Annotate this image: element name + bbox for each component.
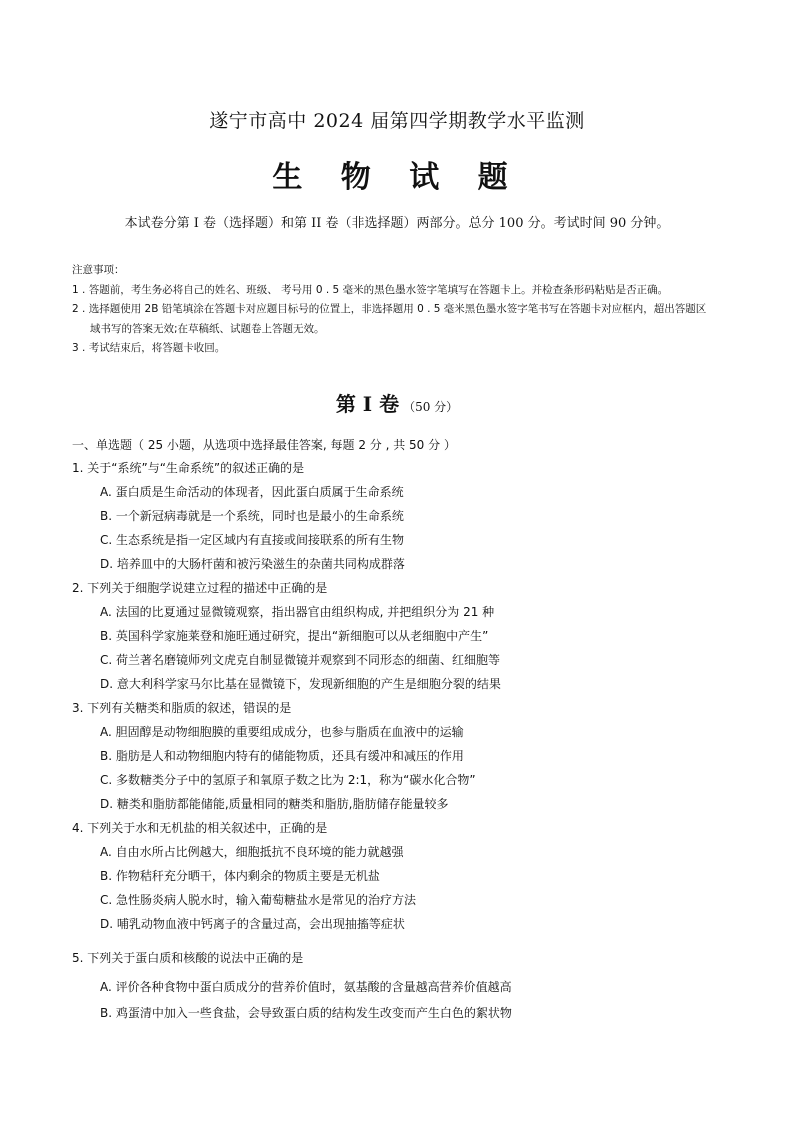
notice-block (72, 261, 732, 359)
question-stem: 5. 下列关于蛋白质和核酸的说法中正确的是 (72, 951, 304, 965)
question-stem: 3. 下列有关糖类和脂质的叙述，错误的是 (72, 701, 292, 715)
option-b: B. 脂肪是人和动物细胞内特有的储能物质，还具有缓冲和减压的作用 (100, 749, 464, 763)
notice-heading: 注意事项： (72, 264, 125, 276)
option-c: C. 荷兰著名磨镜师列文虎克自制显微镜并观察到不同形态的细菌、红细胞等 (100, 653, 501, 667)
option-a: A. 评价各种食物中蛋白质成分的营养价值时，氨基酸的含量越高营养价值越高 (100, 980, 512, 994)
question-3 (72, 696, 732, 816)
volume-title (0, 388, 794, 417)
option-c: C. 多数糖类分子中的氢原子和氧原子数之比为 2:1，称为“碳水化合物” (100, 773, 476, 787)
option-a: A. 自由水所占比例越大，细胞抵抗不良环境的能力就越强 (100, 845, 404, 859)
question-1 (72, 456, 732, 576)
notice-item: 2 . 选择题使用 2B 铅笔填涂在答题卡对应题目标号的位置上，非选择题用 0 . 5 毫米黑色墨水签字笔书写在答题卡对应框内，超出答题区 (72, 303, 707, 315)
question-4 (72, 816, 732, 936)
option-b: B. 作物秸秆充分晒干，体内剩余的物质主要是无机盐 (100, 869, 380, 883)
option-a: A. 法国的比夏通过显微镜观察，指出器官由组织构成, 并把组织分为 21 种 (100, 605, 495, 619)
option-d: D. 哺乳动物血液中钙离子的含量过高，会出现抽搐等症状 (100, 917, 405, 931)
question-stem: 2. 下列关于细胞学说建立过程的描述中正确的是 (72, 581, 328, 595)
subject-title: 生 物 试 题 (272, 160, 522, 195)
notice-item: 3 . 考试结束后，将答题卡收回。 (72, 342, 226, 354)
question-stem: 4. 下列关于水和无机盐的相关叙述中，正确的是 (72, 821, 328, 835)
option-d: D. 培养皿中的大肠杆菌和被污染滋生的杂菌共同构成群落 (100, 557, 405, 571)
option-d: D. 意大利科学家马尔比基在显微镜下，发现新细胞的产生是细胞分裂的结果 (100, 677, 501, 691)
question-5 (72, 942, 732, 1026)
exam-header-title: 遂宁市高中 2024 届第四学期教学水平监测 (209, 110, 585, 132)
volume-score: （50 分） (403, 400, 459, 414)
volume-label: 第 Ⅰ 卷 (335, 392, 400, 416)
option-a: A. 胆固醇是动物细胞膜的重要组成成分，也参与脂质在血液中的运输 (100, 725, 464, 739)
question-stem: 1. 关于“系统”与“生命系统”的叙述正确的是 (72, 461, 305, 475)
question-2 (72, 576, 732, 696)
notice-item-continuation: 域书写的答案无效;在草稿纸、试题卷上答题无效。 (90, 322, 325, 335)
option-c: C. 生态系统是指一定区域内有直接或间接联系的所有生物 (100, 533, 405, 547)
option-b: B. 一个新冠病毒就是一个系统，同时也是最小的生命系统 (100, 509, 404, 523)
option-a: A. 蛋白质是生命活动的体现者，因此蛋白质属于生命系统 (100, 485, 404, 499)
option-b: B. 鸡蛋清中加入一些食盐，会导致蛋白质的结构发生改变而产生白色的絮状物 (100, 1006, 512, 1020)
option-d: D. 糖类和脂肪都能储能,质量相同的糖类和脂肪,脂肪储存能量较多 (100, 797, 449, 811)
notice-item: 1 . 答题前，考生务必将自己的姓名、班级、 考号用 0 . 5 毫米的黑色墨水签字笔填写在答题卡上。并检查条形码粘贴是否正确。 (72, 283, 669, 296)
option-b: B. 英国科学家施莱登和施旺通过研究，提出“新细胞可以从老细胞中产生” (100, 629, 489, 643)
section-heading: 一、单选题（ 25 小题，从选项中选择最佳答案, 每题 2 分 , 共 50 分 ） (72, 438, 456, 452)
option-c: C. 急性肠炎病人脱水时，输入葡萄糖盐水是常见的治疗方法 (100, 893, 417, 907)
exam-intro: 本试卷分第 I 卷（选择题）和第 II 卷（非选择题）两部分。总分 100 分。考试时间 90 分钟。 (124, 216, 670, 231)
